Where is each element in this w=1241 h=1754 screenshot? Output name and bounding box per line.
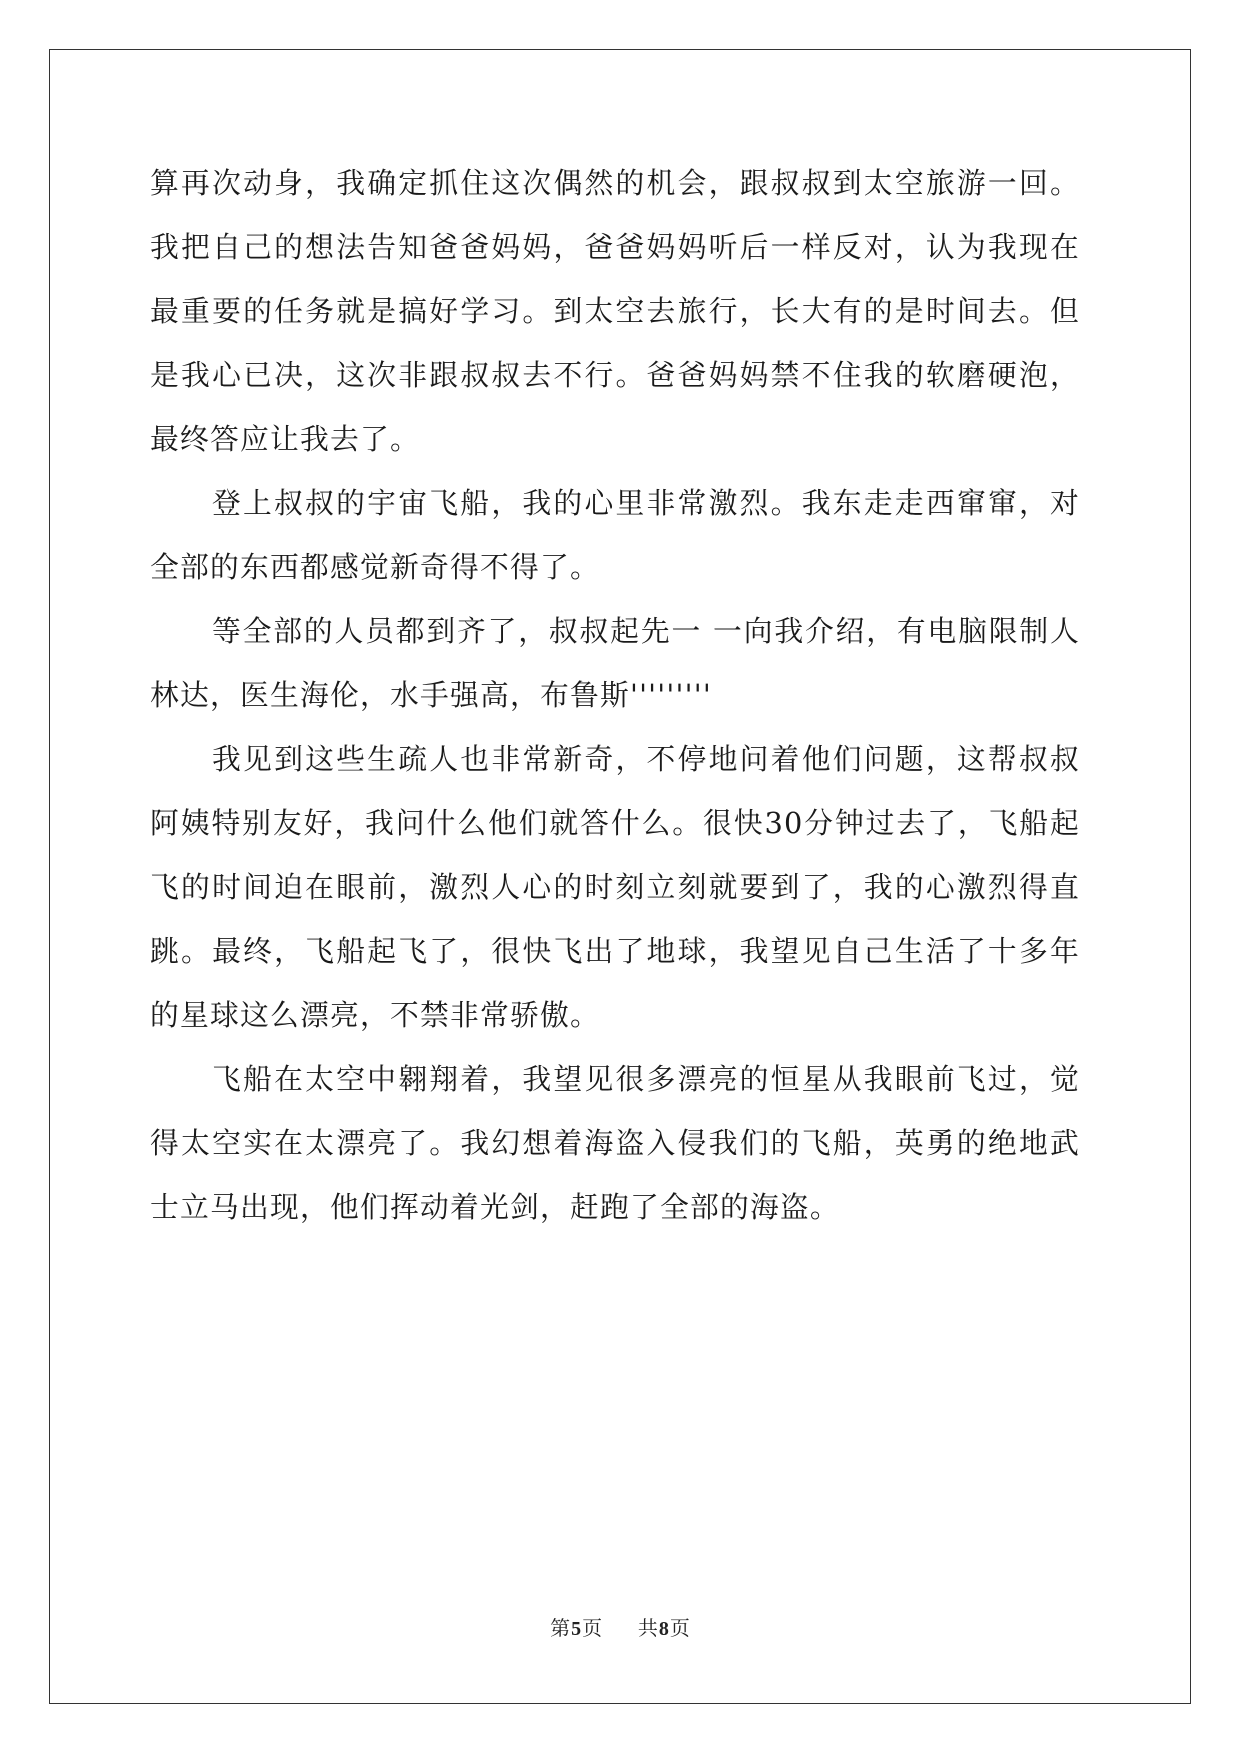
text-line: 的星球这么漂亮，不禁非常骄傲。 [150,998,600,1032]
paragraph [150,727,1080,1047]
document-body [150,151,1080,1239]
text-line: 阿姨特别友好，我问什么他们就答什么。很快30分钟过去了，飞船起 [150,806,1080,840]
text-line: 最终答应让我去了。 [150,422,420,456]
paragraph [150,151,1080,471]
text-line: 我把自己的想法告知爸爸妈妈，爸爸妈妈听后一样反对，认为我现在 [150,230,1080,264]
text-line: 飞船在太空中翱翔着，我望见很多漂亮的恒星从我眼前飞过，觉 [212,1062,1080,1096]
total-pages-label: 共8页 [637,1616,691,1640]
page-footer [0,1612,1241,1641]
text-line: 算再次动身，我确定抓住这次偶然的机会，跟叔叔到太空旅游一回。 [150,166,1080,200]
paragraph [150,1047,1080,1239]
text-line: 等全部的人员都到齐了，叔叔起先一 一向我介绍，有电脑限制人 [212,614,1080,648]
page-number-label: 第5页 [550,1616,604,1640]
text-line: 登上叔叔的宇宙飞船，我的心里非常激烈。我东走走西窜窜，对 [212,486,1080,520]
paragraph [150,599,1080,727]
text-line: 全部的东西都感觉新奇得不得了。 [150,550,600,584]
current-page-number: 5 [571,1618,583,1640]
text-line: 是我心已决，这次非跟叔叔去不行。爸爸妈妈禁不住我的软磨硬泡， [150,358,1080,392]
text-line: 林达，医生海伦，水手强高，布鲁斯''''''''' [150,678,712,712]
text-line: 飞的时间迫在眼前，激烈人心的时刻立刻就要到了，我的心激烈得直 [150,870,1080,904]
text-line: 最重要的任务就是搞好学习。到太空去旅行，长大有的是时间去。但 [150,294,1080,328]
text-line: 跳。最终，飞船起飞了，很快飞出了地球，我望见自己生活了十多年 [150,934,1080,968]
paragraph [150,471,1080,599]
total-page-number: 8 [658,1618,670,1640]
text-line: 我见到这些生疏人也非常新奇，不停地问着他们问题，这帮叔叔 [212,742,1080,776]
text-line: 得太空实在太漂亮了。我幻想着海盗入侵我们的飞船，英勇的绝地武 [150,1126,1080,1160]
text-line: 士立马出现，他们挥动着光剑，赶跑了全部的海盗。 [150,1190,840,1224]
